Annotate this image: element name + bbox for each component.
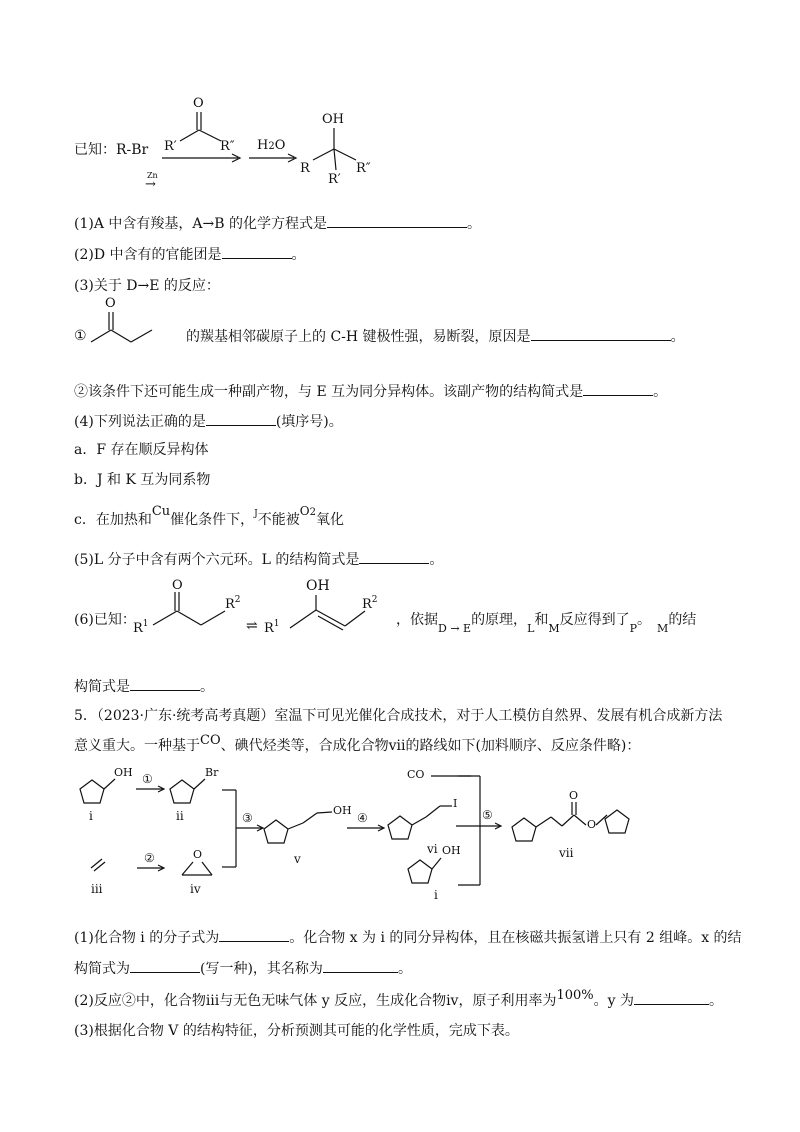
option-b: b．J 和 K 互为同系物 xyxy=(74,472,211,488)
option-a: a．F 存在顺反异构体 xyxy=(74,442,209,458)
ketone-r1: R′ xyxy=(164,139,177,154)
question-2: (2)D 中含有的官能团是 。 xyxy=(74,244,306,265)
question-3-1: 的羰基相邻碳原子上的 C-H 键极性强，易断裂，原因是 。 xyxy=(186,326,685,347)
question-3-2: ②该条件下还可能生成一种副产物，与 E 互为同分异构体。该副产物的结构简式是 。 xyxy=(74,381,667,402)
reagent-h2o: H2O xyxy=(257,138,286,153)
keto-o: O xyxy=(172,578,183,593)
step-5: ⑤ xyxy=(482,808,493,822)
step-4: ④ xyxy=(357,811,368,825)
vii-o-ester: O xyxy=(587,818,597,831)
question-4: (4)下列说法正确的是 (填序号)。 xyxy=(74,411,343,432)
problem-5-q1-line2: 构简式为 (写一种)，其名称为 。 xyxy=(74,958,412,979)
label-vi: vi xyxy=(427,842,438,856)
label-i: i xyxy=(89,809,93,823)
v-oh: OH xyxy=(333,804,352,817)
known-prefix: 已知：R-Br xyxy=(74,142,149,158)
question-3: (3)关于 D→E 的反应： xyxy=(74,278,220,294)
enol-r1: $R^1$ xyxy=(264,619,280,636)
keto-r1: $R^1$ xyxy=(133,619,149,636)
step-1: ① xyxy=(142,772,153,786)
label-v: v xyxy=(294,852,301,866)
label-i-2: i xyxy=(434,888,438,902)
label-iv: iv xyxy=(190,882,201,896)
vi-i: I xyxy=(453,797,458,810)
product-oh: OH xyxy=(322,112,344,127)
keto-r2: $R^2$ xyxy=(225,595,241,612)
question-1: (1)A 中含有羧基，A→B 的化学方程式是 。 xyxy=(74,213,481,234)
label-vii: vii xyxy=(559,846,574,860)
i-oh: OH xyxy=(114,766,133,779)
step-3: ③ xyxy=(242,811,253,825)
answer-blank[interactable] xyxy=(634,990,709,1005)
ketone-o: O xyxy=(193,96,204,111)
butanone-o: O xyxy=(105,296,116,311)
label-ii: ii xyxy=(176,809,184,823)
answer-blank[interactable] xyxy=(219,927,289,942)
problem-5-line2: 意义重大。一种基于CO、碘代烃类等，合成化合物vii的路线如下(加料顺序、反应条件略)： xyxy=(74,733,641,754)
answer-blank[interactable] xyxy=(130,958,200,973)
label-iii: iii xyxy=(91,882,103,896)
equilibrium-arrow: ⇌ xyxy=(246,618,258,634)
ii-br: Br xyxy=(205,766,219,779)
vii-o-carbonyl: O xyxy=(569,789,579,802)
zn-label: Zn xyxy=(147,171,158,180)
question-6-prefix: (6)已知： xyxy=(74,612,136,628)
small-arrow: → xyxy=(145,177,156,192)
problem-5-line1: 5．（2023·广东·统考高考真题）室温下可见光催化合成技术，对于人工模仿自然界、发展有机合成新方法 xyxy=(74,708,723,724)
problem-5-q3: (3)根据化合物 V 的结构特征，分析预测其可能的化学性质，完成下表。 xyxy=(74,1023,519,1039)
step-2: ② xyxy=(144,851,155,865)
option-c: c．在加热和Cu催化条件下，$^J$不能被O2氧化 xyxy=(74,504,344,528)
ketone-r2: R″ xyxy=(220,139,235,154)
question-5: (5)L 分子中含有两个六元环。L 的结构简式是 。 xyxy=(74,549,443,570)
product-r: R xyxy=(300,161,310,176)
question-3-1-num: ① xyxy=(74,328,87,344)
problem-5-q2: (2)反应②中，化合物iii与无色无味气体 y 反应，生成化合物iv，原子利用率为100%。y 为 。 xyxy=(74,988,723,1009)
problem-5-q1-line1: (1)化合物 i 的分子式为 。化合物 x 为 i 的同分异构体，且在核磁共振氢谱上只有 2 组峰。x 的结 xyxy=(74,927,742,948)
question-6-text: ，依据$_{D \to E}$的原理，$_L$和$_M$反应得到了$_P$。$_M$的结 xyxy=(396,612,697,635)
product-r2: R″ xyxy=(356,161,371,176)
i2-oh: OH xyxy=(442,844,461,857)
question-6-line2: 构简式是 。 xyxy=(74,676,214,697)
answer-blank[interactable] xyxy=(323,958,398,973)
co-reagent: CO xyxy=(407,768,425,781)
enol-oh: OH xyxy=(306,578,330,594)
iv-o: O xyxy=(193,848,203,861)
enol-r2: $R^2$ xyxy=(362,595,378,612)
product-r1: R′ xyxy=(328,172,341,187)
